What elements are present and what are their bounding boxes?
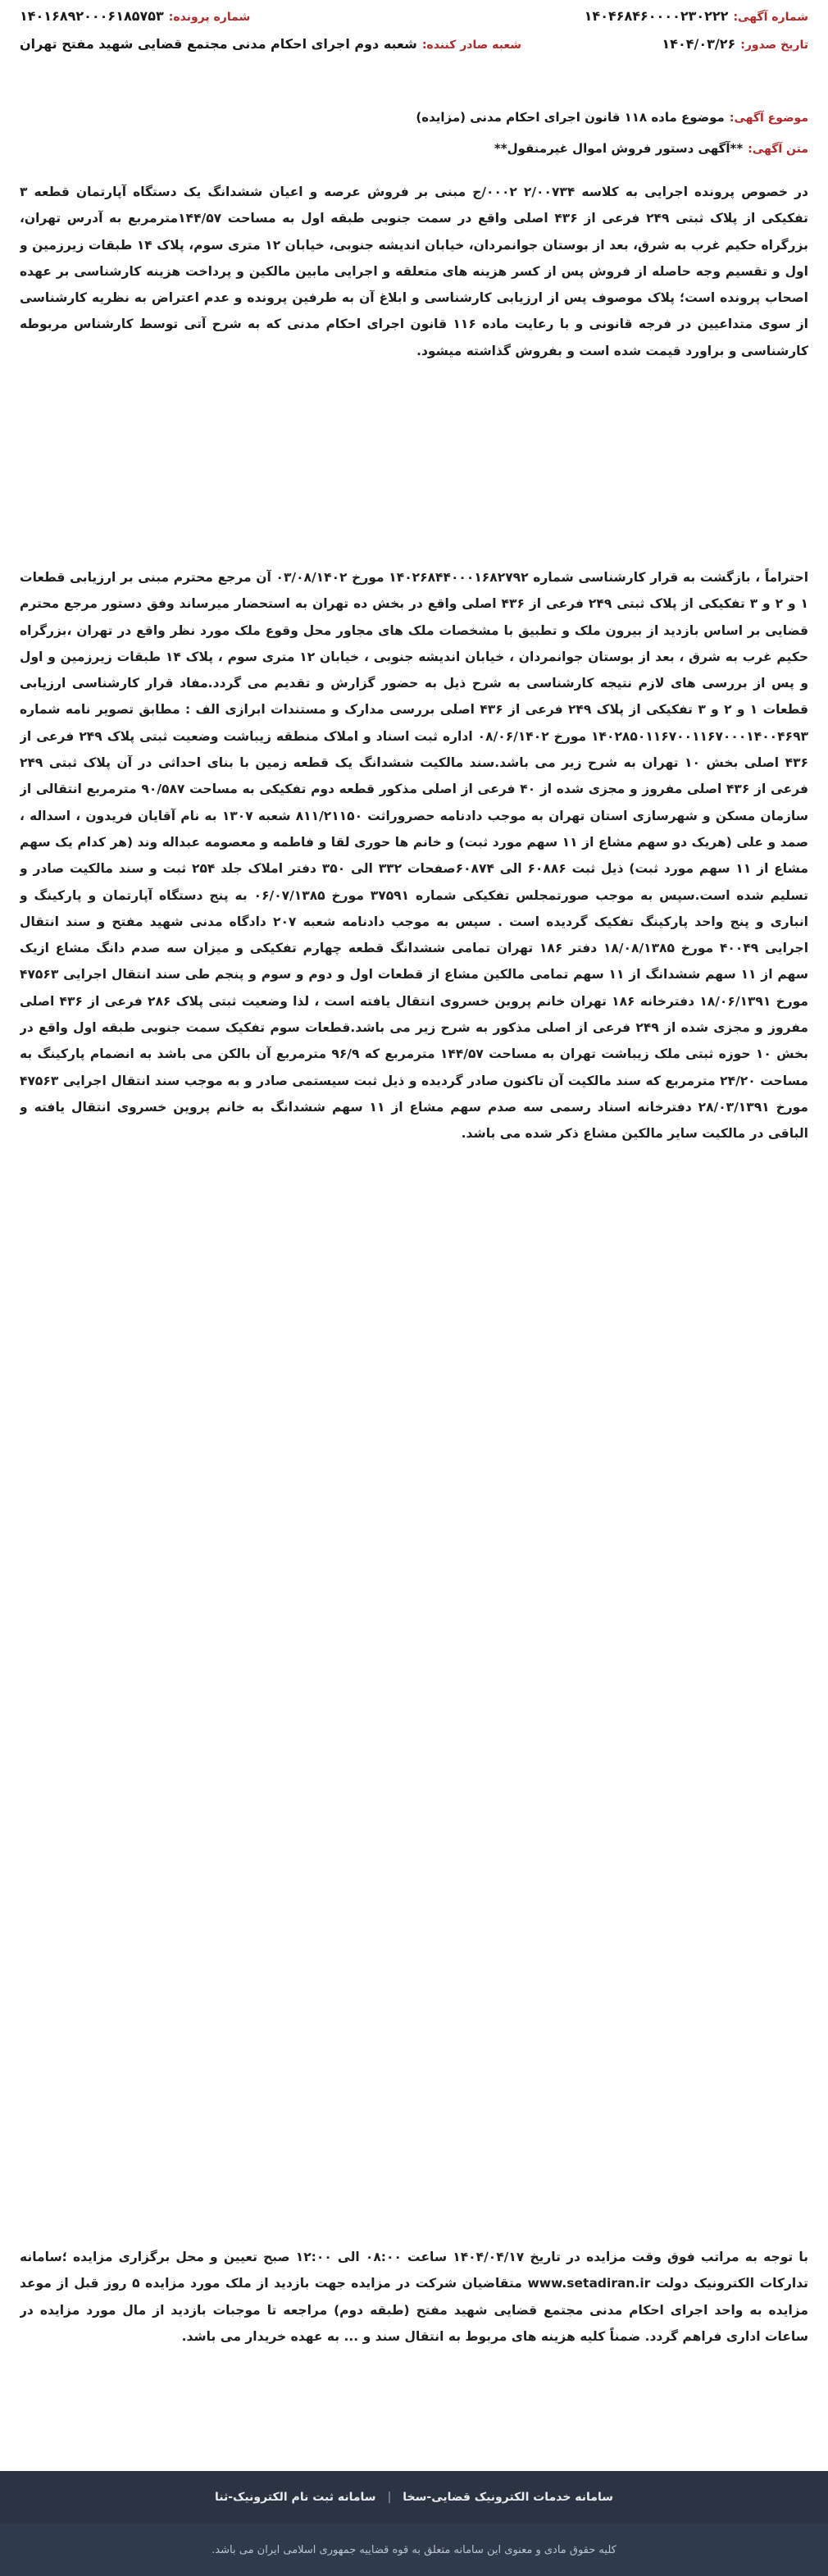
issue-date-label: تاریخ صدور: <box>740 39 808 52</box>
notice-number-value: ۱۴۰۴۶۸۴۶۰۰۰۰۲۳۰۲۲۲ <box>584 8 729 24</box>
file-number-label: شماره پرونده: <box>168 11 251 24</box>
issuing-branch-label: شعبه صادر کنندە: <box>421 39 522 52</box>
file-number <box>20 8 250 24</box>
paragraph-auction-details: با توجه به مراتب فوق وقت مزایده در تاریخ ۱۴۰۴/۰۴/۱۷ ساعت ۰۸:۰۰ الی ۱۲:۰۰ صبح تعیین و محل برگزاری مزایده ؛سامانه تدارکات الکترونیک دولت www.setadiran.ir متقاضیان شرکت در مزایده جهت بازدید از ملک مورد مزایده ۵ روز قبل از موعد مزایده به واحد اجرای احکام مدنی مجتمع قضایی شهید مفتح (طبقه دوم) مراجعه تا موجبات بازدید از مال مورد مزایده در ساعات اداری فراهم گردد. ضمناً کلیه هزینه های مربوط به انتقال سند و ... به عهده خریدار می باشد. <box>20 2250 808 2344</box>
footer-copyright: کلیه حقوق مادی و معنوی این سامانه متعلق به قوه قضاییه جمهوری اسلامی ایران می باشد. <box>212 2543 616 2556</box>
issuing-branch-value: شعبه دوم اجرای احکام مدنی مجتمع قضایی شهید مفتح تهران <box>20 36 417 52</box>
issuing-branch <box>20 36 521 52</box>
meta-row-1 <box>20 8 808 36</box>
footer-separator: | <box>387 2491 392 2504</box>
notice-text-heading: **آگهی دستور فروش اموال غیرمنقول** <box>494 141 744 156</box>
issue-date <box>662 36 808 52</box>
site-footer <box>0 2471 828 2576</box>
footer-link-sana[interactable]: سامانه ثبت نام الکترونیک-ثنا <box>215 2491 376 2504</box>
notice-body <box>20 179 808 2400</box>
subject-label: موضوع آگهی: <box>729 112 808 125</box>
notice-subject <box>20 110 808 136</box>
file-number-value: ۱۴۰۱۶۸۹۲۰۰۰۶۱۸۵۷۵۳ <box>20 8 164 24</box>
footer-link-sakha[interactable]: سامانه خدمات الکترونیک قضایی-سخا <box>403 2491 613 2504</box>
subject-value: موضوع ماده ۱۱۸ قانون اجرای احکام مدنی (مزایده) <box>416 110 725 125</box>
notice-number <box>585 8 808 24</box>
meta-row-2 <box>20 36 808 64</box>
notice-text-label: متن آگهی: <box>748 143 808 156</box>
footer-links <box>0 2471 828 2524</box>
notice-text-header <box>20 141 808 167</box>
paragraph-expert-report: احتراماً ، بازگشت به قرار کارشناسی شماره ۱۴۰۲۶۸۴۴۰۰۰۱۶۸۲۷۹۲ مورخ ۰۳/۰۸/۱۴۰۲ آن مرجع محترم مبنی بر ارزیابی قطعات ۱ و ۲ و ۳ تفکیکی از پلاک ثبتی ۲۴۹ فرعی از ۴۳۶ اصلی واقع در بخش ده تهران به استحضار میرساند وفق دستور مرجع محترم قضایی بر اساس بازدید از بیرون ملک و تطبیق با مشخصات ملک های مجاور محل وقوع ملک مورد نظر واقع در تهران ،بزرگراه حکیم غرب به شرق ، بعد از بوستان جوانمردان ، خیابان اندیشه جنوبی ، خیابان ۱۲ متری سوم ، پلاک ۱۴ طبقات زیرزمین و اول و پس از بررسی های لازم نتیجه کارشناسی به شرح ذیل به حضور گزارش و تقدیم می گردد.مفاد قرار کارشناسی ارزیابی قطعات ۱ و ۲ و ۳ تفکیکی از پلاک ۲۴۹ فرعی از ۴۳۶ اصلی بررسی مدارک و مستندات ابرازی الف : مطابق تصویر نامه شماره ۱۴۰۲۸۵۰۱۱۶۷۰۰۱۱۶۷۰۰۰۱۴۰۰۴۶۹۳ مورخ ۰۸/۰۶/۱۴۰۲ اداره ثبت اسناد و املاک منطقه زیباشت وضعیت ثبتی پلاک ۲۴۹ فرعی از ۴۳۶ اصلی بخش ۱۰ تهران به شرح زیر می باشد.سند مالکیت ششدانگ یک قطعه زمین با بنای احداثی در آن پلاک ثبتی ۲۴۹ فرعی از ۴۳۶ اصلی مفروز و مجزی شده از ۴۰ فرعی از اصلی مذکور قطعه دوم تفکیکی به مساحت ۹۰/۵۸۷ مترمربع انتقالی از سازمان مسکن و شهرسازی استان تهران به موجب دادنامه حصروراثت ۸۱۱/۲۱۱۵۰ شعبه ۱۳۰۷ به نام آقایان فریدون ، اسداله ، صمد و علی (هریک دو سهم مشاع از ۱۱ سهم مورد ثبت) و خانم ها حوری لقا و فاطمه و معصومه عبداله وند (هر کدام یک سهم مشاع از ۱۱ سهم مورد ثبت) ذیل ثبت ۶۰۸۸۶ الی ۶۰۸۷۴صفحات ۳۳۲ الی ۳۵۰ دفتر املاک جلد ۲۵۴ ثبت و سند مالکیت صادر و تسلیم شده است.سپس به موجب صورتمجلس تفکیکی شماره ۳۷۵۹۱ مورخ ۰۶/۰۷/۱۳۸۵ به پنج دستگاه آپارتمان و پارکینگ و انباری و پنج واحد پارکینگ تفکیک گردیده است . سپس به موجب دادنامه شعبه ۲۰۷ دادگاه مدنی شهید مفتح و سند انتقال اجرایی ۴۰۰۴۹ مورخ ۱۸/۰۸/۱۳۸۵ دفتر ۱۸۶ تهران تمامی ششدانگ قطعه چهارم تفکیکی و میزان سه صدم دانگ مشاع ازیک سهم از ۱۱ سهم ششدانگ از ۱۱ سهم تمامی مالکین مشاع از قطعات اول و دوم و سوم و پنجم طی سند انتقال اجرایی ۴۷۵۶۳ مورخ ۱۸/۰۶/۱۳۹۱ دفترخانه ۱۸۶ تهران خانم پروین خسروی انتقال یافته است ، لذا وضعیت ثبتی پلاک ۲۸۶ فرعی از ۴۳۶ اصلی مفروز و مجزی شده از ۲۴۹ فرعی از اصلی مذکور به شرح زیر می باشد.قطعات سوم تفکیک سمت جنوبی طبقه اول واقع در بخش ۱۰ حوزه ثبتی ملک زیباشت تهران به مساحت ۱۴۴/۵۷ مترمربع که ۹۶/۹ مترمربع آن بالکن می باشد به انضمام پارکینگ به مساحت ۲۴/۲۰ مترمربع که سند مالکیت آن تاکنون صادر گردیده و ذیل ثبت سیستمی صادر و به موجب سند انتقال اجرایی ۴۷۵۶۳ مورخ ۲۸/۰۳/۱۳۹۱ دفترخانه اسناد رسمی سه صدم سهم مشاع از ۱۱ سهم ششدانگ به خانم پروین خسروی انتقال یافته و الباقی در مالکیت سایر مالکین مشاع ذکر شده می باشد. <box>20 570 808 1142</box>
notice-number-label: شماره آگهی: <box>733 11 808 24</box>
paragraph-intro: در خصوص پرونده اجرایی به کلاسه ۲/۰۰۷۳۴ ۰۰۰۲/ج مبنی بر فروش عرصه و اعیان ششدانگ یک دستگاه آپارتمان قطعه ۳ تفکیکی از پلاک ثبتی ۲۴۹ فرعی از ۴۳۶ اصلی واقع در سمت جنوبی طبقه اول به مساحت ۱۴۴/۵۷مترمربع به آدرس تهران، بزرگراه حکیم غرب به شرق، بعد از بوستان جوانمردان، خیابان اندیشه جنوبی، خیابان ۱۲ متری سوم، پلاک ۱۴ طبقات زیرزمین و اول و تقسیم وجه حاصله از فروش پس از کسر هزینه های متعلقه و اجرایی مابین مالکین و پرداخت هزینه کارشناسی بر عهده اصحاب پرونده است؛ پلاک موصوف پس از ارزیابی کارشناسی و ابلاغ آن به طرفین پرونده و عدم اعتراض به نظریه کارشناسی از سوی متداعیین در فرجه قانونی و با رعایت ماده ۱۱۶ قانون اجرای احکام مدنی که به شرح آتی توسط کارشناس مربوطه کارشناسی و براورد قیمت شده است و بفروش گذاشته میشود. <box>20 185 808 358</box>
notice-meta <box>20 8 808 167</box>
issue-date-value: ۱۴۰۴/۰۳/۲۶ <box>662 36 736 52</box>
